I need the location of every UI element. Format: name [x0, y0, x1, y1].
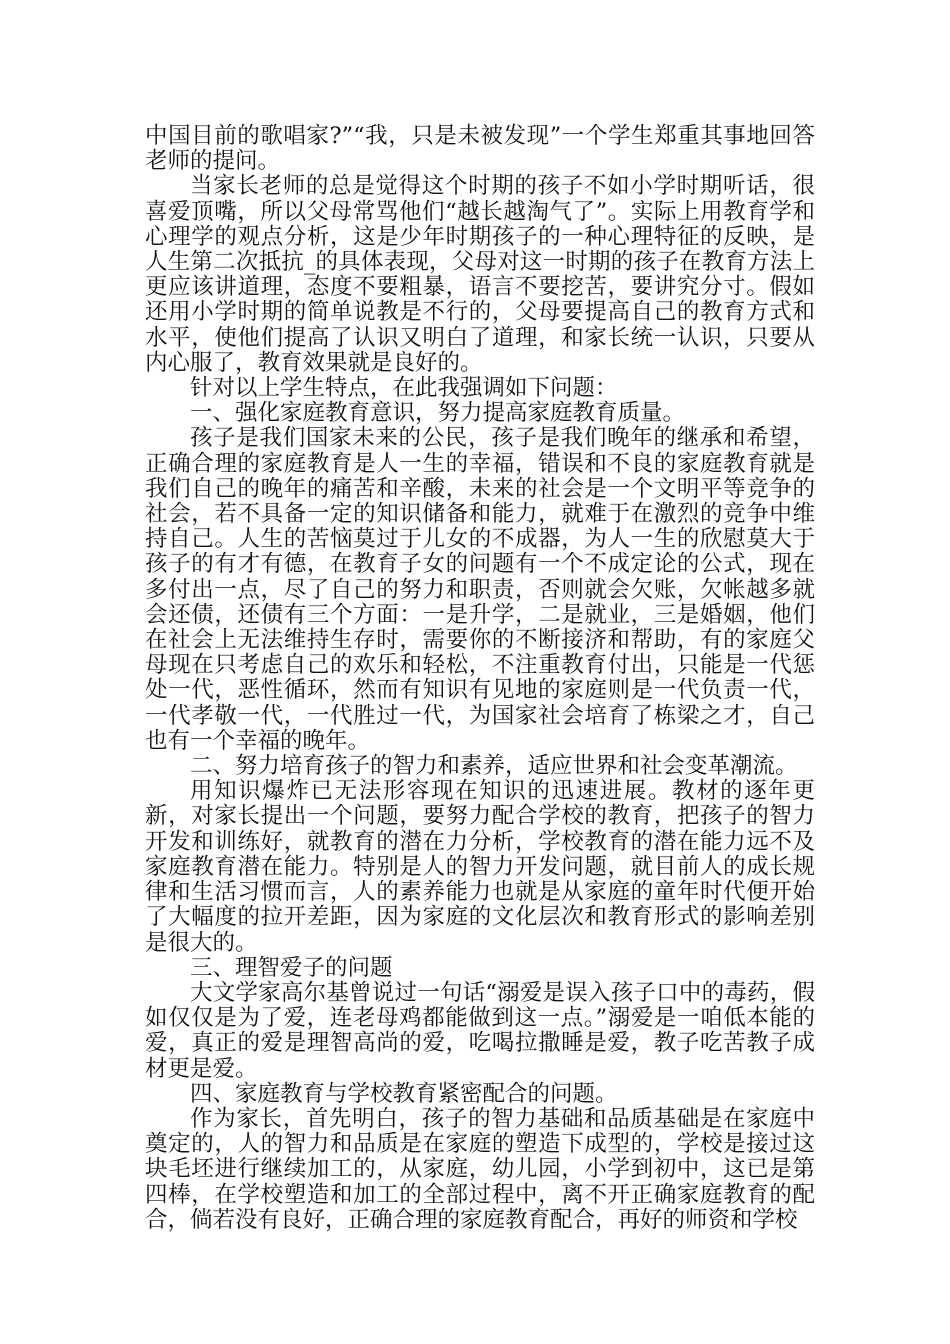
paragraph-continued-quote: 中国目前的歌唱家?”“我，只是未被发现”一个学生郑重其事地回答老师的提问。 [145, 123, 815, 175]
paragraph-family-education: 孩子是我们国家未来的公民，孩子是我们晚年的继承和希望，正确合理的家庭教育是人一生的幸福，错误和不良的家庭教育就是我们自己的晚年的痛苦和辛酸，未来的社会是一个文明平等竞争的社会，若不具备一定的知识储备和能力，就难于在激烈的竞争中维持自己。人生的苦恼莫过于儿女的不成器，为人一生的欣慰莫大于孩子的有才有德，在教育子女的问题有一个不成定论的公式，现在多付出一点，尽了自己的努力和职责，否则就会欠账，欠帐越多就会还债，还债有三个方面：一是升学，二是就业，三是婚姻，他们在社会上无法维持生存时，需要你的不断接济和帮助，有的家庭父母现在只考虑自己的欢乐和轻松，不注重教育付出，只能是一代惩处一代，恶性循环，然而有知识有见地的家庭则是一代负责一代，一代孝敬一代，一代胜过一代，为国家社会培育了栋梁之才，自己也有一个幸福的晚年。 [145, 425, 815, 754]
paragraph-adolescent-psychology: 当家长老师的总是觉得这个时期的孩子不如小学时期听话，很喜爱顶嘴，所以父母常骂他们“越长越淘气了”。实际上用教育学和心理学的观点分析，这是少年时期孩子的一种心理特征的反映，是人生第二次抵抗_的具体表现，父母对这一时期的孩子在教育方法上更应该讲道理，态度不要粗暴，语言不要挖苦，要讲究分寸。假如还用小学时期的简单说教是不行的，父母要提高自己的教育方式和水平，使他们提高了认识又明白了道理，和家长统一认识，只要从内心服了，教育效果就是良好的。 [145, 173, 815, 376]
paragraph-home-school-cooperation: 作为家长，首先明白，孩子的智力基础和品质基础是在家庭中奠定的，人的智力和品质是在家庭的塑造下成型的，学校是接过这块毛坯进行继续加工的，从家庭，幼儿园，小学到初中，这已是第四棒，在学校塑造和加工的全部过程中，离不开正确家庭教育的配合，倘若没有良好，正确合理的家庭教育配合，再好的师资和学校 [145, 1105, 815, 1233]
section-heading-1: 一、强化家庭教育意识，努力提高家庭教育质量。 [190, 400, 686, 427]
paragraph-intellect-development: 用知识爆炸已无法形容现在知识的迅速进展。教材的逐年更新，对家长提出一个问题，要努力配合学校的教育，把孩子的智力开发和训练好，就教育的潜在力分析，学校教育的潜在能力远不及家庭教育潜在能力。特别是人的智力开发问题，就目前人的成长规律和生活习惯而言，人的素养能力也就是从家庭的童年时代便开始了大幅度的拉开差距，因为家庭的文化层次和教育形式的影响差别是很大的。 [145, 778, 815, 956]
paragraph-issues-intro: 针对以上学生特点，在此我强调如下问题： [190, 375, 618, 402]
section-heading-4: 四、家庭教育与学校教育紧密配合的问题。 [190, 1080, 618, 1107]
paragraph-rational-love: 大文学家高尔基曾说过一句话“溺爱是误入孩子口中的毒药，假如仅仅是为了爱，连老母鸡都能做到这一点。”溺爱是一咱低本能的爱，真正的爱是理智高尚的爱，吃喝拉撒睡是爱，教子吃苦教子成材更是爱。 [145, 979, 815, 1082]
section-heading-2: 二、努力培育孩子的智力和素养，适应世界和社会变革潮流。 [190, 753, 798, 780]
section-heading-3: 三、理智爱子的问题 [190, 954, 393, 981]
body-text [145, 124, 815, 1233]
